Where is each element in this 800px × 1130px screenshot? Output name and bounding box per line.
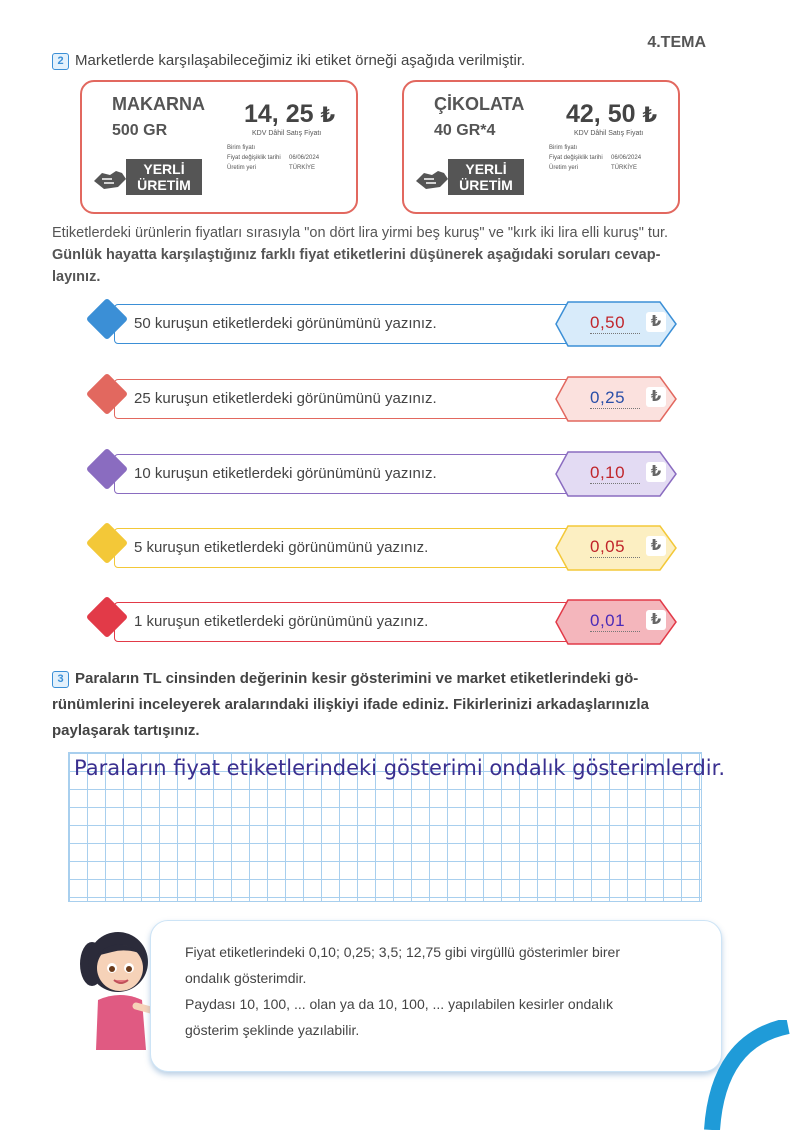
answer-dots: [590, 408, 640, 409]
question-2-title: [52, 52, 732, 70]
answer-field[interactable]: [554, 375, 678, 423]
tag-info: Birim fiyatı Fiyat değişiklik tarihi 06/06/2024 Üretim yeri TÜRKİYE: [227, 145, 320, 171]
answer-field[interactable]: [554, 450, 678, 498]
product-weight: 40 GR*4: [434, 122, 496, 139]
lira-icon: ₺: [646, 387, 666, 407]
price-tag-makarna: [80, 80, 358, 214]
question-text: 10 kuruşun etiketlerdeki görünümünü yazınız.: [134, 465, 437, 482]
question-number-badge: 2: [52, 53, 69, 70]
question-text: 25 kuruşun etiketlerdeki görünümünü yazınız.: [134, 390, 437, 407]
info-note: Fiyat etiketlerindeki 0,10; 0,25; 3,5; 12,75 gibi virgüllü gösterimler birer ondalık gösterimdir. Paydası 10, 100, ... olan ya da 10, 100, ... yapılabilen kesirler ondalık gösterim şeklinde yazılabilir.: [150, 920, 722, 1072]
question-text: 50 kuruşun etiketlerdeki görünümünü yazınız.: [134, 315, 437, 332]
price-tag-cikolata: [402, 80, 680, 214]
answer-value: 0,01: [590, 611, 626, 630]
question-row: [86, 375, 678, 425]
intro-paragraph: Etiketlerdeki ürünlerin fiyatları sırasıyla "on dört lira yirmi beş kuruş" ve "kırk iki lira elli kuruş" tur. Günlük hayatta karşılaştığınız farklı fiyat etiketlerini düşünerek aşağıdaki soruları cevap- layınız.: [52, 225, 669, 285]
question-row: [86, 450, 678, 500]
question-text: 1 kuruşun etiketlerdeki görünümünü yazınız.: [134, 613, 429, 630]
product-price: 42, 50 ₺: [566, 100, 658, 128]
lira-icon: ₺: [646, 610, 666, 630]
yerli-uretim-badge: YERLİ ÜRETİM: [414, 155, 526, 197]
corner-decoration: [698, 1020, 800, 1130]
question-row: [86, 598, 678, 648]
tag-info: Birim fiyatı Fiyat değişiklik tarihi 06/06/2024 Üretim yeri TÜRKİYE: [549, 145, 642, 171]
lira-icon: ₺: [646, 312, 666, 332]
answer-field[interactable]: [554, 300, 678, 348]
answer-dots: [590, 557, 640, 558]
question-text: 5 kuruşun etiketlerdeki görünümünü yazınız.: [134, 539, 429, 556]
answer-dots: [590, 483, 640, 484]
answer-value: 0,25: [590, 388, 626, 407]
handwritten-answer: Paraların fiyat etiketlerindeki gösterimi ondalık gösterimlerdir.: [74, 756, 726, 780]
answer-dots: [590, 333, 640, 334]
product-name: MAKARNA: [112, 94, 205, 114]
question-row: [86, 300, 678, 350]
product-name: ÇİKOLATA: [434, 94, 525, 114]
answer-dots: [590, 631, 640, 632]
yerli-uretim-badge: YERLİ ÜRETİM: [92, 155, 204, 197]
kdv-label: KDV Dâhil Satış Fiyatı: [252, 130, 322, 137]
answer-value: 0,50: [590, 313, 626, 332]
kdv-label: KDV Dâhil Satış Fiyatı: [574, 130, 644, 137]
answer-value: 0,10: [590, 463, 626, 482]
answer-value: 0,05: [590, 537, 626, 556]
hand-icon: [414, 161, 450, 193]
lira-icon: ₺: [646, 536, 666, 556]
product-price: 14, 25 ₺: [244, 100, 336, 128]
product-weight: 500 GR: [112, 122, 168, 139]
answer-field[interactable]: [554, 598, 678, 646]
question-number-badge: 3: [52, 671, 69, 688]
hand-icon: [92, 161, 128, 193]
question-2-text: Marketlerde karşılaşabileceğimiz iki etiket örneği aşağıda verilmiştir.: [75, 52, 526, 69]
theme-label: 4.TEMA: [647, 34, 706, 51]
lira-icon: ₺: [646, 462, 666, 482]
question-row: [86, 524, 678, 574]
answer-field[interactable]: [554, 524, 678, 572]
question-3: 3 Paraların TL cinsinden değerinin kesir gösterimini ve market etiketlerindeki gö- rünümlerini inceleyerek aralarındaki ilişkiyi ifade ediniz. Fikirlerinizi arkadaşlarınızla paylaşarak tartışınız.: [52, 670, 649, 739]
